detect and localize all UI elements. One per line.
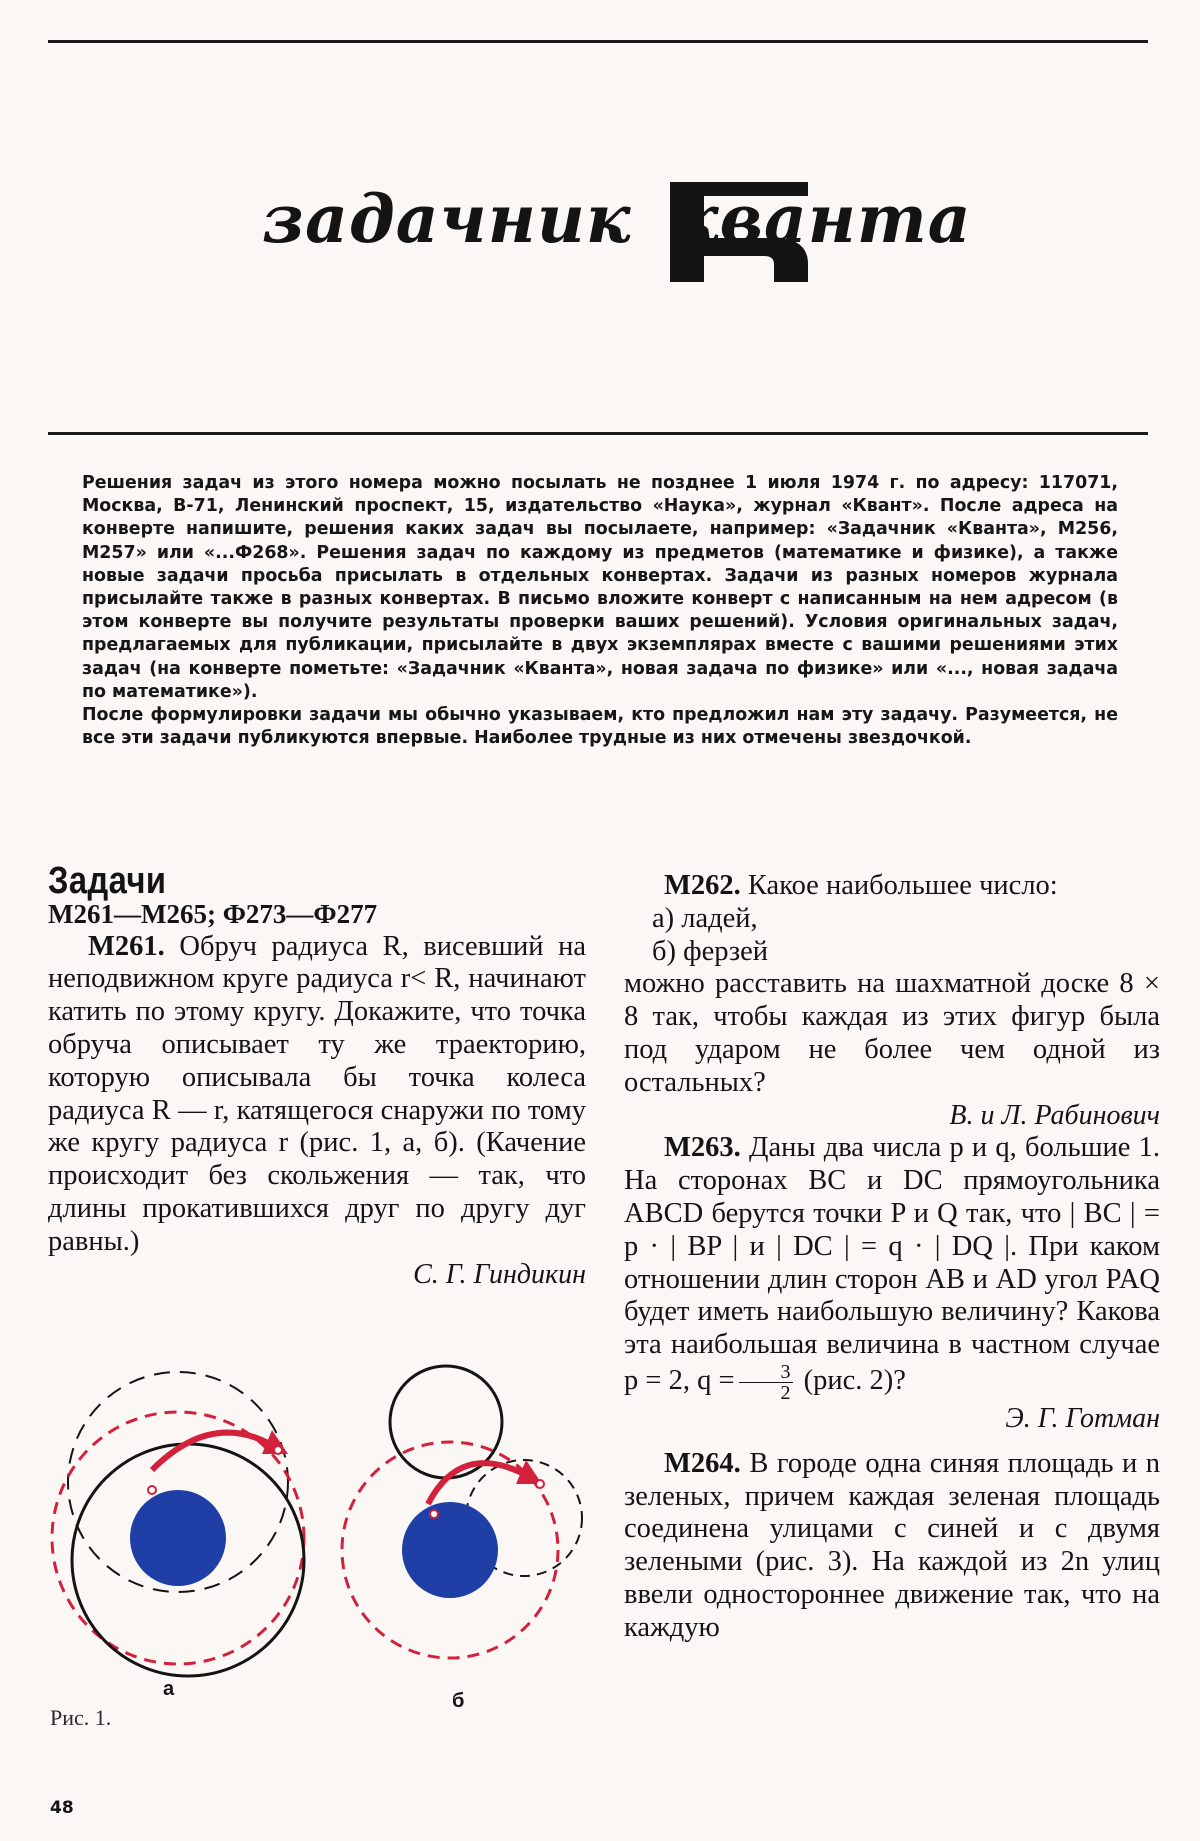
fig-a-point-end	[274, 1446, 282, 1454]
figure-1a	[52, 1372, 304, 1676]
problem-text: В городе одна синяя площадь и n зеленых, причем каждая зеленая площадь соединена улицами с синей и с двумя зелеными (рис. 3). На каждой из 2n улиц ввели одностороннее движение так, что на каждую	[624, 1447, 1161, 1643]
problem-text: Даны два числа p и q, большие 1. На сторонах BC и DC прямоугольника ABCD берутся точки P и Q так, что | BC | = p · | BP | и | DC | = q · | DQ |. При каком отношении длин сторон AB и AD угол PAQ будет иметь наибольшую величину? Какова эта наибольшая величина в частном случае p = 2,	[624, 1132, 1160, 1396]
problem-code: М264.	[664, 1447, 741, 1479]
problem-text: Обруч радиуса R, висевший на неподвижном круге радиуса r< R, начинают катить по этому кругу. Докажите, что точка обруча описывает ту же траекторию, которую описывала бы точка колеса радиуса R — r, катящегося снаружи по тому же кругу радиуса r (рис. 1, а, б). (Качение происходит без скольжения — так, что длины прокатившихся друг по другу дуг равны.)	[48, 930, 587, 1257]
problem-m264	[624, 1448, 1160, 1645]
masthead	[262, 168, 1002, 298]
fraction-numerator: 3	[739, 1362, 793, 1383]
section-title: Задачи	[48, 860, 167, 902]
section-subtitle: М261—М265; Ф273—Ф277	[48, 898, 378, 929]
q-prefix: q =	[697, 1365, 735, 1396]
figure-label-b: б	[452, 1690, 465, 1712]
fig-a-point	[148, 1486, 156, 1494]
page-number: 48	[50, 1798, 74, 1818]
problem-author: С. Г. Гиндикин	[413, 1258, 586, 1290]
masthead-word-zadachnik: задачник	[262, 180, 632, 258]
problem-tail: (рис. 2)?	[803, 1365, 906, 1396]
problem-text: Какое наибольшее число:	[747, 870, 1058, 901]
intro-paragraph-2: После формулировки задачи мы обычно указываем, кто предложил нам эту задачу. Разумеется, не все эти задачи публикуются впервые. Наиболее трудные из них отмечены звездочкой.	[82, 705, 1118, 749]
right-column	[624, 870, 1160, 1645]
figure-caption: Рис. 1.	[50, 1705, 112, 1730]
figure-1b	[342, 1366, 582, 1658]
fig-a-blue-fixed-disk	[130, 1490, 226, 1586]
masthead-word-kvanta: кванта	[674, 180, 972, 258]
problem-m262-item-a: а) ладей,	[652, 902, 758, 934]
intro-paragraph-1: Решения задач из этого номера можно посылать не позднее 1 июля 1974 г. по адресу: 117071, Москва, В-71, Ленинский проспект, 15, издательство «Наука», журнал «Квант». После адреса на конверте напишите, решения каких задач вы посылаете, например: «Задачник «Кванта», М256, М257» или «...Ф268». Решения задач по каждому из предметов (математике и физике), а также новые задачи просьба присылать в отдельных конвертах. Задачи из разных номеров журнала присылайте также в разных конвертах. В письмо вложите конверт с написанным на нем адресом (в этом конверте вы получите результаты проверки ваших решений). Условия оригинальных задач, предлагаемых для публикации, присылайте в двух экземплярах вместе с вашими решениями этих задач (на конверте пометьте: «Задачник «Кванта», новая задача по физике» или «..., новая задача по математике»).	[82, 473, 1118, 702]
masthead-bottom-rule	[48, 432, 1148, 435]
problem-code: М261.	[88, 930, 165, 962]
problem-m262-text: можно расставить на шахматной доске 8 × 8 так, чтобы каждая из этих фигур была под ударом не более чем одной из остальных?	[624, 968, 1160, 1098]
problem-code: М262.	[664, 870, 741, 901]
figure-1	[30, 1342, 600, 1712]
problem-m262-item-b: б) ферзей	[652, 935, 768, 967]
intro-notice	[82, 472, 1118, 750]
problem-m262-lead	[624, 870, 1160, 903]
problem-author: В. и Л. Рабинович	[949, 1099, 1160, 1131]
problem-code: М263.	[664, 1132, 741, 1164]
problem-author: Э. Г. Готман	[1005, 1402, 1160, 1434]
left-column	[48, 860, 587, 1291]
problem-m263	[624, 1132, 1160, 1403]
fraction-denominator: 2	[780, 1381, 791, 1404]
fig-b-blue-fixed-disk	[402, 1502, 498, 1598]
figure-label-a: а	[163, 1678, 175, 1700]
top-rule	[48, 40, 1148, 43]
fig-b-point	[430, 1510, 438, 1518]
fig-b-point-end	[536, 1480, 544, 1488]
problem-m261	[48, 931, 586, 1259]
fraction	[739, 1362, 793, 1403]
